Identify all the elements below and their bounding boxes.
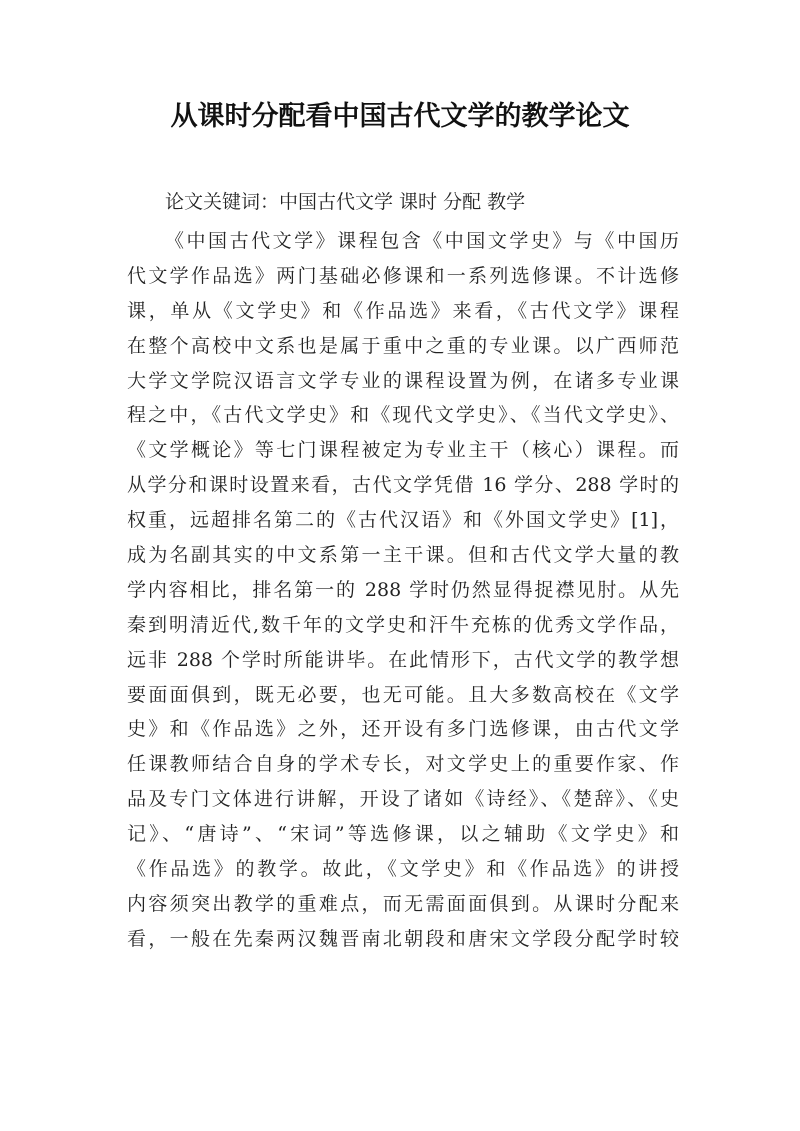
text-line: 品及专门文体进行讲解，开设了诸如《诗经》、《楚辞》、《史 [127,788,679,811]
keywords-line: 论文关键词：中国古代文学 课时 分配 教学 [165,191,526,213]
text-line: 任课教师结合自身的学术专长，对文学史上的重要作家、作 [127,753,679,776]
text-line: 权重，远超排名第二的《古代汉语》和《外国文学史》[1]， [127,509,679,532]
text-line: 《作品选》的教学。故此，《文学史》和《作品选》的讲授 [127,858,679,881]
text-line: 内容须突出教学的重难点，而无需面面俱到。从课时分配来 [127,892,679,915]
text-line: 《中国古代文学》课程包含《中国文学史》与《中国历 [165,230,679,252]
text-line: 《文学概论》等七门课程被定为专业主干（核心）课程。而 [127,439,679,462]
text-line: 远非 288 个学时所能讲毕。在此情形下，古代文学的教学想 [127,648,679,671]
text-line: 记》、“唐诗”、“宋词”等选修课，以之辅助《文学史》和 [127,823,679,846]
text-line: 学内容相比，排名第一的 288 学时仍然显得捉襟见肘。从先 [127,578,679,601]
text-line: 代文学作品选》两门基础必修课和一系列选修课。不计选修 [127,264,679,287]
text-line: 秦到明清近代,数千年的文学史和汗牛充栋的优秀文学作品， [127,613,679,636]
text-line: 从学分和课时设置来看，古代文学凭借 16 学分、288 学时的 [127,474,679,497]
text-line: 成为名副其实的中文系第一主干课。但和古代文学大量的教 [127,544,679,567]
document-title: 从课时分配看中国古代文学的教学论文 [170,101,630,132]
text-line: 程之中，《古代文学史》和《现代文学史》、《当代文学史》、 [127,404,679,427]
text-line: 史》和《作品选》之外，还开设有多门选修课，由古代文学 [127,718,679,741]
text-line: 要面面俱到，既无必要，也无可能。且大多数高校在《文学 [127,683,679,706]
text-line: 大学文学院汉语言文学专业的课程设置为例，在诸多专业课 [127,369,679,392]
text-line: 看，一般在先秦两汉魏晋南北朝段和唐宋文学段分配学时较 [127,927,679,950]
text-line: 在整个高校中文系也是属于重中之重的专业课。以广西师范 [127,334,679,357]
text-line: 课，单从《文学史》和《作品选》来看，《古代文学》课程 [127,299,679,322]
body-paragraph [127,224,679,957]
